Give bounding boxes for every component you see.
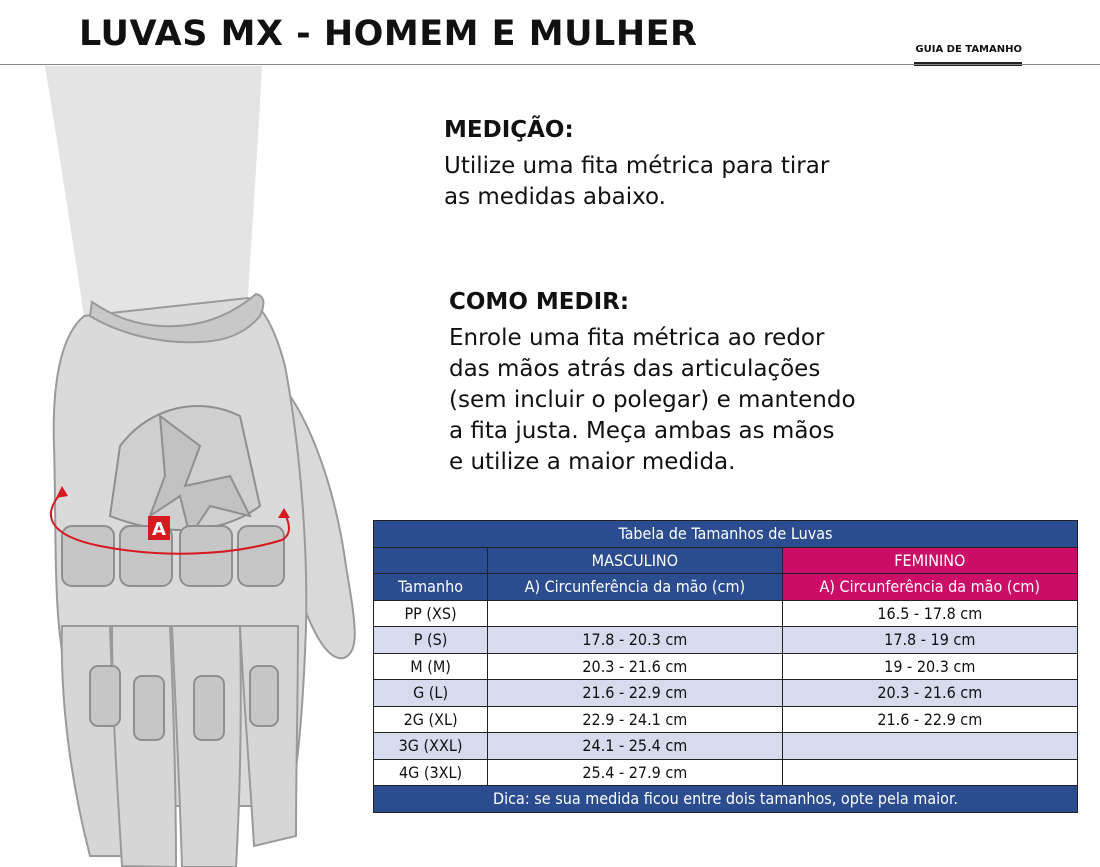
- table-row: [374, 653, 1078, 680]
- table-row: [374, 733, 1078, 760]
- size-cell: PP (XS): [374, 600, 488, 627]
- female-cell: 17.8 - 19 cm: [782, 627, 1077, 654]
- size-chart-table: [373, 520, 1078, 813]
- measurement-text: Utilize uma fita métrica para tirar as medidas abaixo.: [444, 153, 830, 210]
- forearm: [45, 66, 262, 316]
- table-row: [374, 759, 1078, 786]
- glove-illustration: [0, 66, 370, 867]
- size-guide-label: GUIA DE TAMANHO: [915, 44, 1022, 55]
- male-cell: [488, 600, 782, 627]
- table-row: [374, 680, 1078, 707]
- female-cell: 16.5 - 17.8 cm: [782, 600, 1077, 627]
- male-cell: 20.3 - 21.6 cm: [488, 653, 782, 680]
- size-rows: [374, 600, 1078, 786]
- page-title: LUVAS MX - HOMEM E MULHER: [79, 14, 698, 54]
- measure-marker: [148, 516, 170, 540]
- how-to-heading: COMO MEDIR:: [449, 289, 630, 315]
- size-cell: G (L): [374, 680, 488, 707]
- size-cell: P (S): [374, 627, 488, 654]
- header-divider: [0, 64, 1100, 65]
- table-row: [374, 706, 1078, 733]
- female-cell: 21.6 - 22.9 cm: [782, 706, 1077, 733]
- female-cell: [782, 759, 1077, 786]
- female-cell: 20.3 - 21.6 cm: [782, 680, 1077, 707]
- group-male-header: MASCULINO: [488, 547, 782, 574]
- column-header-size: Tamanho: [374, 574, 488, 601]
- size-cell: M (M): [374, 653, 488, 680]
- male-cell: 17.8 - 20.3 cm: [488, 627, 782, 654]
- size-cell: 3G (XXL): [374, 733, 488, 760]
- table-row: [374, 627, 1078, 654]
- male-cell: 22.9 - 24.1 cm: [488, 706, 782, 733]
- male-cell: 25.4 - 27.9 cm: [488, 759, 782, 786]
- male-cell: 24.1 - 25.4 cm: [488, 733, 782, 760]
- table-footer-tip: Dica: se sua medida ficou entre dois tamanhos, opte pela maior.: [374, 786, 1078, 813]
- size-cell: 4G (3XL): [374, 759, 488, 786]
- column-header-female: A) Circunferência da mão (cm): [782, 574, 1077, 601]
- female-cell: [782, 733, 1077, 760]
- table-row: [374, 600, 1078, 627]
- how-to-text: Enrole uma fita métrica ao redor das mãos atrás das articulações (sem incluir o polegar) e mantendo a fita justa. Meça ambas as mãos e utilize a maior medida.: [449, 325, 856, 475]
- group-spacer: [374, 547, 488, 574]
- table-title: Tabela de Tamanhos de Luvas: [374, 521, 1078, 548]
- marker-label: A: [152, 519, 166, 540]
- male-cell: 21.6 - 22.9 cm: [488, 680, 782, 707]
- female-cell: 19 - 20.3 cm: [782, 653, 1077, 680]
- group-female-header: FEMININO: [782, 547, 1077, 574]
- measurement-heading: MEDIÇÃO:: [444, 117, 574, 143]
- column-header-male: A) Circunferência da mão (cm): [488, 574, 782, 601]
- size-cell: 2G (XL): [374, 706, 488, 733]
- measurement-section: [444, 117, 829, 213]
- how-to-section: [449, 289, 856, 478]
